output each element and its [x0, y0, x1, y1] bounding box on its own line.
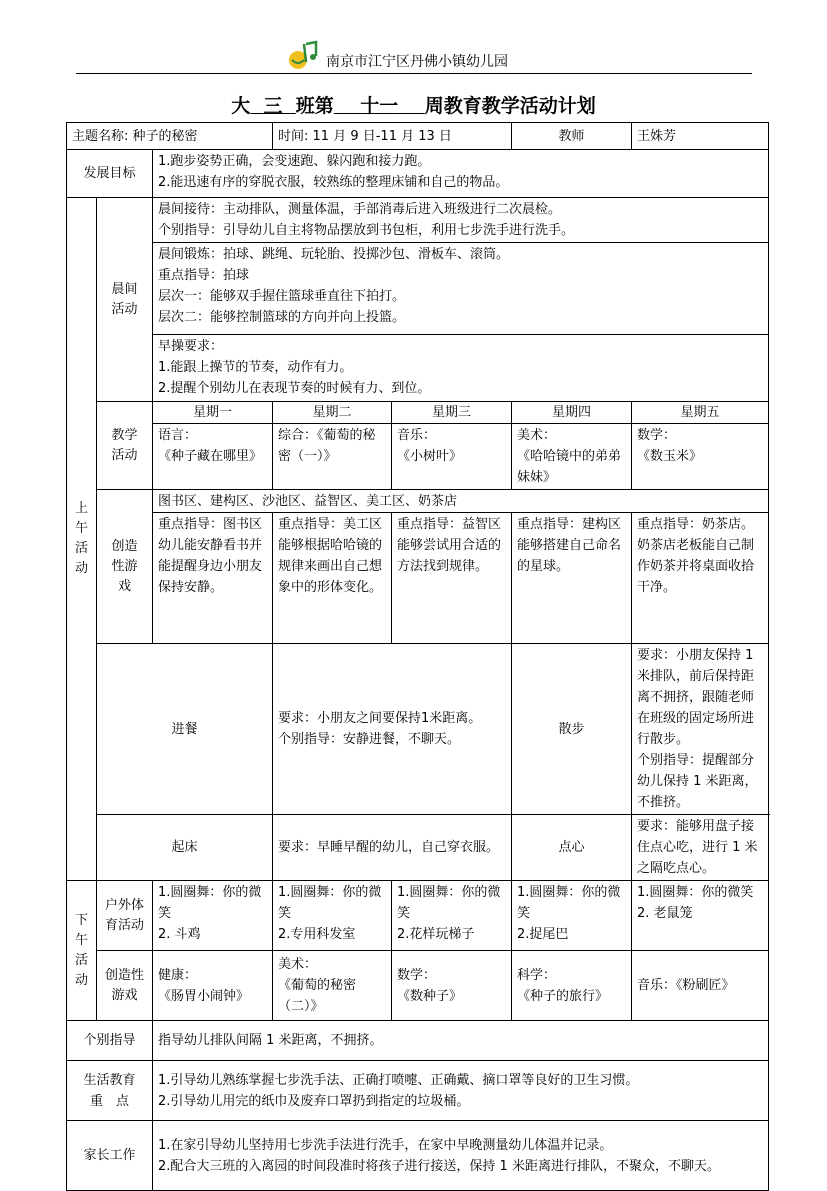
outdoor-text: 2.捉尾巴 [517, 927, 569, 942]
title-part: 大 [231, 95, 251, 117]
outdoor-cell [512, 881, 632, 951]
creative-text: 重点指导：益智区 [397, 517, 502, 532]
title-class-number: 三 [263, 95, 283, 117]
creative-cell [392, 513, 512, 644]
creative-areas: 图书区、建构区、沙池区、益智区、美工区、奶茶店 [153, 490, 769, 513]
drill-line: 1.能跟上操节的节奏，动作有力。 [158, 360, 353, 375]
afternoon-section-text: 下午活动 [74, 912, 88, 988]
weekday-header: 星期二 [273, 402, 392, 424]
parents-line: 2.配合大三班的入离园的时间段准时将孩子进行接送，保持 1 米距离进行排队，不聚众，不聊天。 [158, 1158, 720, 1174]
weekday-header: 星期四 [512, 402, 632, 424]
teaching-cell [153, 424, 273, 490]
goals-label: 发展目标 [67, 150, 153, 198]
reception-line: 个别指导：引导幼儿自主将物品摆放到书包柜，利用七步洗手进行洗手。 [158, 223, 575, 238]
title-part: 班第 [295, 95, 334, 117]
afternoon-creative-line: 美术： [278, 957, 318, 972]
creative-text: 重点指导：美工区 [278, 517, 383, 532]
creative-cell [273, 513, 392, 644]
snack-line: 要求：能够用盘子接住点心吃，进行 1 米之隔吃点心。 [637, 819, 758, 876]
outdoor-text: 1.圆圈舞：你的微笑 [517, 885, 621, 921]
school-logo-icon [286, 40, 322, 70]
drill-line: 2.提醒个别幼儿在表现节奏的时候有力、到位。 [158, 381, 431, 396]
parents-label: 家长工作 [67, 1121, 153, 1191]
teaching-text: 综合：《葡萄的秘密（一）》 [278, 428, 376, 464]
meal-line: 要求：小朋友之间要保持1米距离。 [278, 711, 482, 726]
afternoon-creative-text: 创造性游戏 [104, 967, 144, 1003]
outdoor-cell [392, 881, 512, 951]
afternoon-creative-cell [632, 951, 769, 1021]
life-line: 1.引导幼儿熟练掌握七步洗手法、正确打喷嚏、正确戴、摘口罩等良好的卫生习惯。 [158, 1072, 639, 1088]
afternoon-creative-cell [273, 951, 392, 1021]
morning-label [97, 198, 153, 402]
teaching-text: 《小树叶》 [397, 449, 463, 464]
creative-label-text: 创造性游戏 [111, 538, 138, 594]
creative-text: 重点指导：图书区 [158, 517, 263, 532]
walk-line: 个别指导：提醒部分幼儿保持 1 米距离，不推挤。 [637, 753, 758, 810]
creative-text: 奶茶店老板能自己制作奶茶并将桌面收拾干净。 [637, 538, 755, 595]
outdoor-text: 1.圆圈舞：你的微笑 [278, 885, 382, 921]
afternoon-creative-cell [512, 951, 632, 1021]
week-time: 时间: 11 月 9 日-11 月 13 日 [273, 123, 512, 150]
morning-reception [153, 198, 769, 243]
school-name: 南京市江宁区丹佛小镇幼儿园 [326, 54, 508, 70]
teacher-label: 教师 [512, 123, 632, 150]
individual-content: 指导幼儿排队间隔 1 米距离，不拥挤。 [153, 1021, 769, 1061]
page-header [0, 0, 827, 80]
page-title [0, 91, 827, 118]
meal-content [273, 644, 512, 815]
teaching-label [97, 402, 153, 490]
teaching-text: 数学： [637, 428, 677, 443]
teaching-cell [392, 424, 512, 490]
creative-label [97, 490, 153, 644]
creative-text: 重点指导：奶茶店。 [637, 517, 755, 532]
creative-text: 能够根据哈哈镜的规律来画出自己想象中的形体变化。 [278, 538, 383, 595]
wakeup-label: 起床 [97, 815, 273, 881]
creative-text: 能够尝试用合适的方法找到规律。 [397, 538, 502, 574]
outdoor-text: 1.圆圈舞：你的微笑 [158, 885, 262, 921]
wakeup-content [273, 815, 512, 881]
teaching-text: 《种子藏在哪里》 [158, 449, 263, 464]
weekday-header: 星期一 [153, 402, 273, 424]
teaching-text: 《数玉米》 [637, 449, 703, 464]
walk-content [632, 644, 769, 815]
morning-drill [153, 335, 769, 402]
outdoor-text: 1.圆圈舞：你的微笑 [397, 885, 501, 921]
outdoor-text: 2.花样玩梯子 [397, 927, 475, 942]
life-label-line: 生活教育 [83, 1072, 136, 1088]
afternoon-creative-line: 科学： [517, 967, 557, 983]
walk-line: 要求：小朋友保持 1 米排队，前后保持距离不拥挤，跟随老师在班级的固定场所进行散步。 [637, 648, 755, 747]
exercise-line: 晨间锻炼：拍球、跳绳、玩轮胎、投掷沙包、滑板车、滚筒。 [158, 247, 510, 262]
outdoor-text: 2.专用科发室 [278, 927, 356, 942]
goal-line: 1.跑步姿势正确，会变速跑、躲闪跑和接力跑。 [158, 154, 431, 169]
afternoon-creative-line: 数学： [397, 967, 437, 983]
creative-text: 幼儿能安静看书并能提醒身边小朋友保持安静。 [158, 538, 263, 595]
life-content [153, 1061, 769, 1121]
morning-exercise [153, 243, 769, 335]
afternoon-creative-line: 《肠胃小闹钟》 [158, 988, 250, 1004]
creative-text: 能够搭建自己命名的星球。 [517, 538, 622, 574]
afternoon-creative-line: 《数种子》 [397, 988, 463, 1004]
afternoon-creative-line: 《葡萄的秘密（二）》 [278, 978, 357, 1014]
plan-table [66, 122, 769, 1191]
teaching-text: 《哈哈镜中的弟弟妹妹》 [517, 449, 622, 485]
exercise-line: 层次二：能够控制篮球的方向并向上投篮。 [158, 310, 406, 325]
title-part: 周教育教学活动计划 [424, 95, 596, 117]
outdoor-text: 2. 斗鸡 [158, 927, 201, 942]
outdoor-text: 1.圆圈舞：你的微笑 [637, 885, 754, 900]
morning-section-text: 上午活动 [74, 501, 88, 576]
outdoor-label-text: 户外体育活动 [104, 897, 144, 933]
outdoor-cell [153, 881, 273, 951]
life-line: 2.引导幼儿用完的纸巾及废弃口罩扔到指定的垃圾桶。 [158, 1093, 470, 1109]
afternoon-creative-cell [153, 951, 273, 1021]
theme-name: 主题名称: 种子的秘密 [67, 123, 273, 150]
teaching-text: 音乐： [397, 428, 437, 443]
life-label [67, 1061, 153, 1121]
afternoon-creative-label [97, 951, 153, 1021]
meal-label: 进餐 [97, 644, 273, 815]
walk-label: 散步 [512, 644, 632, 815]
afternoon-creative-line: 音乐：《粉刷匠》 [637, 978, 735, 993]
teaching-text: 语言： [158, 428, 198, 443]
wakeup-line: 要求：早睡早醒的幼儿，自己穿衣服。 [278, 840, 500, 855]
reception-line: 晨间接待：主动排队，测量体温，手部消毒后进入班级进行二次晨检。 [158, 202, 562, 217]
title-week-number: 十一 [360, 95, 399, 117]
teacher-name: 王姝芳 [632, 123, 769, 150]
morning-label-text: 晨间活动 [111, 281, 138, 317]
teaching-text: 美术： [517, 428, 557, 443]
afternoon-creative-line: 健康： [158, 967, 198, 983]
parents-content [153, 1121, 769, 1191]
exercise-line: 重点指导：拍球 [158, 268, 250, 283]
afternoon-section-label [67, 881, 97, 1021]
outdoor-text: 2. 老鼠笼 [637, 906, 693, 921]
header-divider [76, 73, 752, 74]
teaching-cell [512, 424, 632, 490]
weekday-header: 星期五 [632, 402, 769, 424]
drill-line: 早操要求： [158, 339, 224, 354]
outdoor-cell [273, 881, 392, 951]
life-label-line: 重 点 [89, 1093, 129, 1109]
individual-label: 个别指导 [67, 1021, 153, 1061]
meal-line: 个别指导：安静进餐，不聊天。 [278, 732, 461, 747]
snack-label: 点心 [512, 815, 632, 881]
afternoon-creative-line: 《种子的旅行》 [517, 988, 609, 1004]
morning-section-label [67, 198, 97, 881]
creative-cell [153, 513, 273, 644]
creative-cell [512, 513, 632, 644]
teaching-cell [632, 424, 769, 490]
creative-text: 重点指导：建构区 [517, 517, 622, 532]
exercise-line: 层次一：能够双手握住篮球垂直往下拍打。 [158, 289, 406, 304]
teaching-cell [273, 424, 392, 490]
goals-content [153, 150, 769, 198]
outdoor-label [97, 881, 153, 951]
outdoor-cell [632, 881, 769, 951]
parents-line: 1.在家引导幼儿坚持用七步洗手法进行洗手，在家中早晚测量幼儿体温并记录。 [158, 1137, 613, 1153]
creative-cell [632, 513, 769, 644]
afternoon-creative-cell [392, 951, 512, 1021]
teaching-label-text: 教学活动 [111, 427, 138, 463]
goal-line: 2.能迅速有序的穿脱衣服，较熟练的整理床铺和自己的物品。 [158, 175, 509, 190]
weekday-header: 星期三 [392, 402, 512, 424]
snack-content [632, 815, 769, 881]
